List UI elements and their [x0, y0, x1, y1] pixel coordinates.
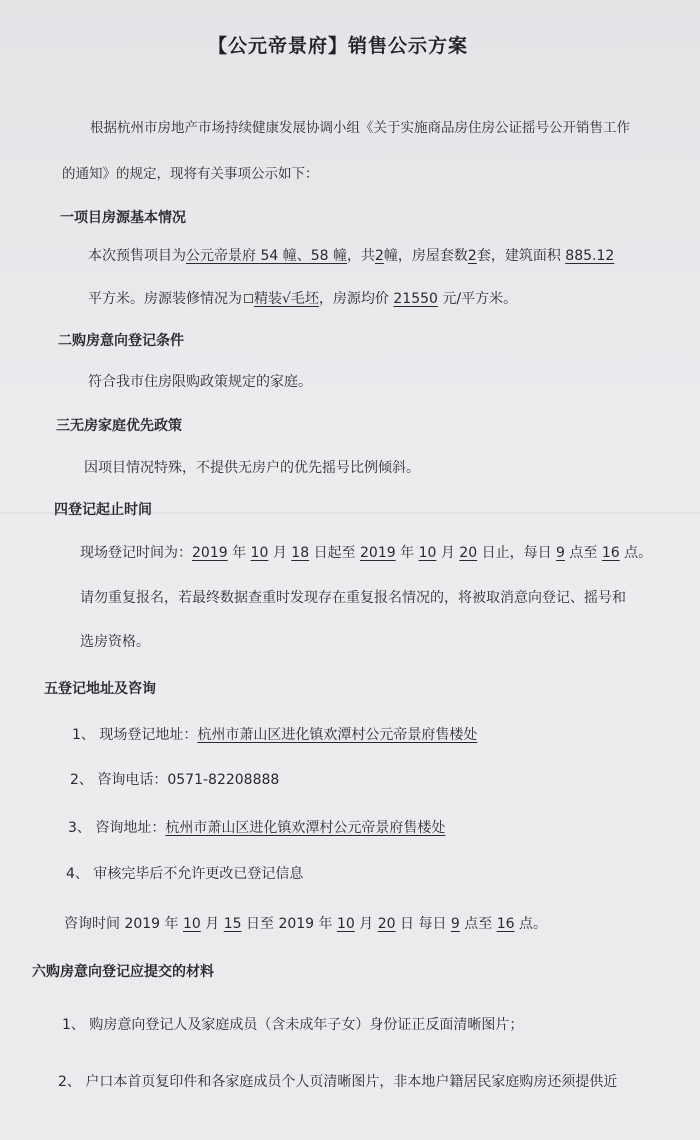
text: 幢，房屋套数	[383, 248, 468, 264]
materials-item-2: 2、 户口本首页复印件和各家庭成员个人页清晰图片，非本地户籍居民家庭购房还须提供近	[58, 1074, 618, 1090]
text: 月	[205, 916, 220, 932]
materials-item-1: 1、 购房意向登记人及家庭成员（含未成年子女）身份证正反面清晰图片；	[62, 1017, 524, 1033]
day-end: 20	[459, 545, 478, 561]
registration-address-value: 杭州市萧山区进化镇欢潭村公元帝景府售楼处	[197, 727, 478, 743]
registration-period	[80, 543, 652, 563]
avg-price: 21550	[393, 291, 438, 307]
intro-line-2: 的通知》的规定，现将有关事项公示如下：	[62, 166, 319, 182]
section-6-heading: 六购房意向登记应提交的材料	[32, 964, 214, 980]
text: 日 每日	[400, 916, 447, 932]
text: 1、 现场登记地址：	[72, 727, 198, 743]
section-4-heading: 四登记起止时间	[54, 502, 152, 518]
duplicate-warning-line-1: 请勿重复报名，若最终数据查重时发现存在重复报名情况的，将被取消意向登记、摇号和	[80, 590, 626, 606]
section-2-text: 符合我市住房限购政策规定的家庭。	[88, 374, 312, 390]
hour-end: 16	[496, 916, 515, 932]
text: 日止，每日	[481, 545, 552, 561]
hour-start: 9	[450, 916, 460, 932]
hour-start: 9	[556, 545, 565, 561]
text: 2、 咨询电话：	[70, 772, 168, 788]
text: 点。	[519, 916, 548, 932]
text: 咨询时间 2019 年	[64, 916, 179, 932]
month-start: 10	[182, 916, 201, 932]
floor-area: 885.12	[565, 248, 615, 264]
year-start: 2019	[192, 545, 228, 561]
day-end: 20	[377, 916, 396, 932]
text: 套，建筑面积	[476, 248, 561, 264]
consult-address	[68, 818, 445, 838]
consult-address-value: 杭州市萧山区进化镇欢潭村公元帝景府售楼处	[165, 820, 446, 836]
text: 月	[272, 545, 287, 561]
unit-count: 2	[467, 248, 477, 264]
text: 点至	[569, 545, 598, 561]
text: 元/平方米。	[442, 291, 518, 307]
month-start: 10	[250, 545, 269, 561]
consult-hours	[64, 914, 547, 934]
section-3-heading: 三无房家庭优先政策	[56, 418, 182, 434]
section-3-text: 因项目情况特殊，不提供无房户的优先摇号比例倾斜。	[84, 460, 420, 476]
day-start: 15	[223, 916, 242, 932]
year-end: 2019	[360, 545, 396, 561]
text: 日起至	[313, 545, 356, 561]
registration-address	[72, 725, 477, 745]
text: 年	[400, 545, 415, 561]
hour-end: 16	[601, 545, 620, 561]
day-start: 18	[291, 545, 310, 561]
decor-option-1: 精装	[254, 291, 282, 307]
text: 年	[232, 545, 247, 561]
text: ，共	[346, 248, 375, 264]
project-name: 公元帝景府 54 幢、58 幢	[186, 248, 347, 264]
text: 月	[440, 545, 455, 561]
section-1-line-1	[88, 246, 614, 266]
text: 日至 2019 年	[246, 916, 333, 932]
section-5-heading: 五登记地址及咨询	[44, 681, 156, 697]
month-end: 10	[336, 916, 355, 932]
checkbox-icon	[244, 294, 253, 303]
consult-phone	[70, 770, 279, 790]
section-1-heading: 一项目房源基本情况	[60, 210, 186, 226]
text: ，房源均价	[318, 291, 389, 307]
document-title: 【公元帝景府】销售公示方案	[208, 35, 469, 57]
text: 点至	[464, 916, 493, 932]
text: 3、 咨询地址：	[68, 820, 166, 836]
text: 现场登记时间为：	[80, 545, 192, 561]
text: 本次预售项目为	[88, 248, 186, 264]
duplicate-warning-line-2: 选房资格。	[80, 634, 150, 650]
month-end: 10	[418, 545, 437, 561]
intro-line-1: 根据杭州市房地产市场持续健康发展协调小组《关于实施商品房住房公证摇号公开销售工作	[90, 120, 630, 136]
building-count: 2	[374, 248, 384, 264]
consult-phone-value: 0571-82208888	[167, 772, 280, 788]
text: 月	[359, 916, 374, 932]
decor-option-2: √毛坯	[282, 291, 319, 307]
text: 平方米。房源装修情况为	[88, 291, 242, 307]
no-changes-notice: 4、 审核完毕后不允许更改已登记信息	[66, 866, 304, 882]
text: 点。	[624, 545, 653, 561]
section-1-line-2	[88, 289, 517, 309]
section-2-heading: 二购房意向登记条件	[58, 333, 184, 349]
